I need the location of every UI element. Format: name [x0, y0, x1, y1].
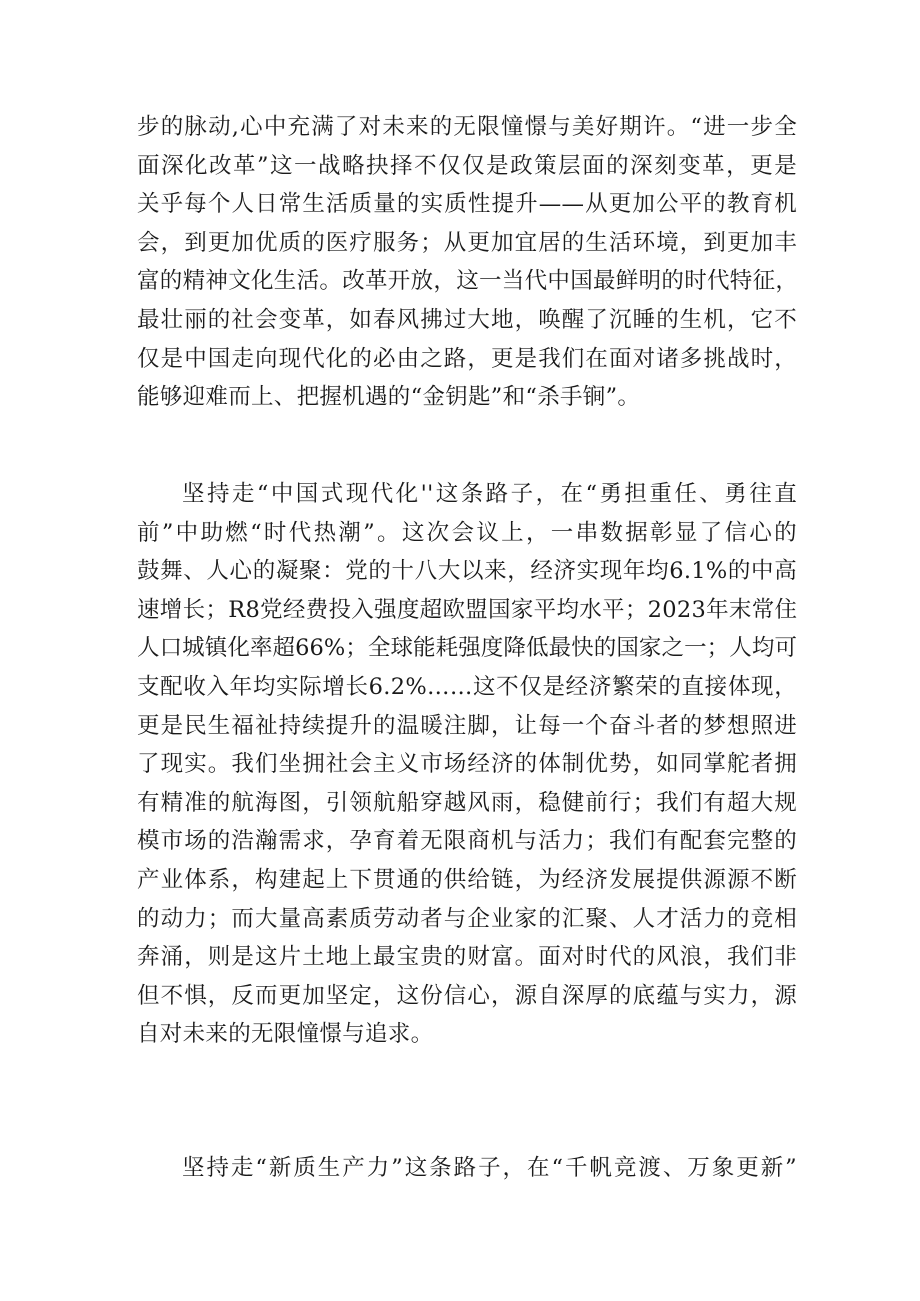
- text-line: 更是民生福祉持续提升的温暖注脚，让每一个奋斗者的梦想照进: [137, 712, 797, 739]
- text-line: 仅是中国走向现代化的必由之路，更是我们在面对诸多挑战时，: [137, 345, 797, 372]
- paragraph-1: [137, 108, 797, 417]
- text-line: 支配收入年均实际增长6.2%……这不仅是经济繁荣的直接体现，: [137, 673, 797, 700]
- text-line: 富的精神文化生活。改革开放，这一当代中国最鲜明的时代特征，: [137, 268, 799, 295]
- text-line: 面深化改革”这一战略抉择不仅仅是政策层面的深刻变革，更是: [137, 152, 797, 179]
- text-line: 人口城镇化率超66%；全球能耗强度降低最快的国家之一；人均可: [137, 635, 797, 662]
- text-line: 最壮丽的社会变革，如春风拂过大地，唤醒了沉睡的生机，它不: [137, 306, 797, 333]
- text-line: 步的脉动,心中充满了对未来的无限憧憬与美好期许。“进一步全: [137, 114, 797, 140]
- text-line: 了现实。我们坐拥社会主义市场经济的体制优势，如同掌舵者拥: [137, 751, 797, 778]
- paragraph-2: [137, 475, 797, 1054]
- text-line: 但不惧，反而更加坚定，这份信心，源自深厚的底蕴与实力，源: [137, 982, 797, 1009]
- text-line: 产业体系，构建起上下贯通的供给链，为经济发展提供源源不断: [137, 866, 797, 893]
- text-line: 有精准的航海图，引领航船穿越风雨，稳健前行；我们有超大规: [137, 789, 797, 816]
- paragraph-3: [137, 1149, 797, 1188]
- text-line: 坚持走“中国式现代化''这条路子，在“勇担重任、勇往直: [182, 481, 797, 507]
- text-line: 奔涌，则是这片土地上最宝贵的财富。面对时代的风浪，我们非: [137, 944, 797, 971]
- text-line: 关乎每个人日常生活质量的实质性提升——从更加公平的教育机: [137, 191, 797, 218]
- text-line: 模市场的浩瀚需求，孕育着无限商机与活力；我们有配套完整的: [137, 828, 797, 855]
- text-line: 鼓舞、人心的凝聚：党的十八大以来，经济实现年均6.1%的中高: [137, 558, 797, 585]
- text-line: 的动力；而大量高素质劳动者与企业家的汇聚、人才活力的竞相: [137, 905, 797, 932]
- text-line: 前”中助燃“时代热潮”。这次会议上，一串数据彰显了信心的: [137, 519, 797, 546]
- text-line: 速增长；R8党经费投入强度超欧盟国家平均水平；2023年末常住: [137, 596, 798, 623]
- text-line: 能够迎难而上、把握机遇的“金钥匙”和“杀手锏”。: [137, 384, 641, 411]
- text-line: 会，到更加优质的医疗服务；从更加宜居的生活环境，到更加丰: [137, 229, 797, 256]
- text-line: 自对未来的无限憧憬与追求。: [137, 1021, 434, 1048]
- text-line: 坚持走“新质生产力”这条路子，在“千帆竞渡、万象更新”: [182, 1155, 797, 1181]
